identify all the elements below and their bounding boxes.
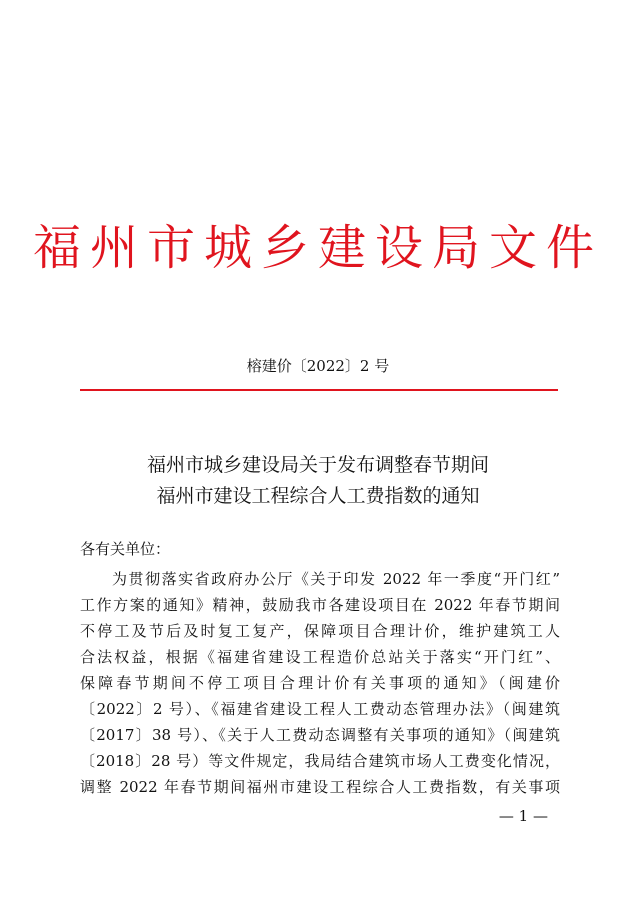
- body-line: 工作方案的通知》精神，鼓励我市各建设项目在 2022 年春节期间: [80, 596, 560, 614]
- body-line: 保障春节期间不停工项目合理计价有关事项的通知》（闽建价: [80, 674, 560, 692]
- body-line: 〔2018〕28 号）等文件规定，我局结合建筑市场人工费变化情况，: [80, 752, 560, 770]
- body-line: 为贯彻落实省政府办公厅《关于印发 2022 年一季度“开门红”: [112, 570, 560, 588]
- body-line: 调整 2022 年春节期间福州市建设工程综合人工费指数，有关事项: [80, 778, 560, 796]
- page-number: — 1 —: [498, 807, 548, 825]
- document-number: 榕建价〔2022〕2 号: [246, 357, 390, 375]
- title-line-1: 福州市城乡建设局关于发布调整春节期间: [146, 454, 489, 476]
- body-line: 〔2017〕38 号）、《关于人工费动态调整有关事项的通知》（闽建筑: [80, 726, 560, 744]
- salutation: 各有关单位：: [80, 540, 171, 558]
- title-line-2: 福州市建设工程综合人工费指数的通知: [156, 485, 480, 507]
- issuer-header: 福州市城乡建设局文件: [32, 220, 603, 276]
- body-text: [80, 566, 560, 800]
- body-line: 〔2022〕2 号）、《福建省建设工程人工费动态管理办法》（闽建筑: [80, 700, 560, 718]
- red-divider-rule: [80, 389, 558, 391]
- body-line: 不停工及节后及时复工复产，保障项目合理计价，维护建筑工人: [80, 622, 560, 640]
- body-line: 合法权益，根据《福建省建设工程造价总站关于落实“开门红”、: [80, 648, 560, 666]
- document-title: [0, 450, 636, 512]
